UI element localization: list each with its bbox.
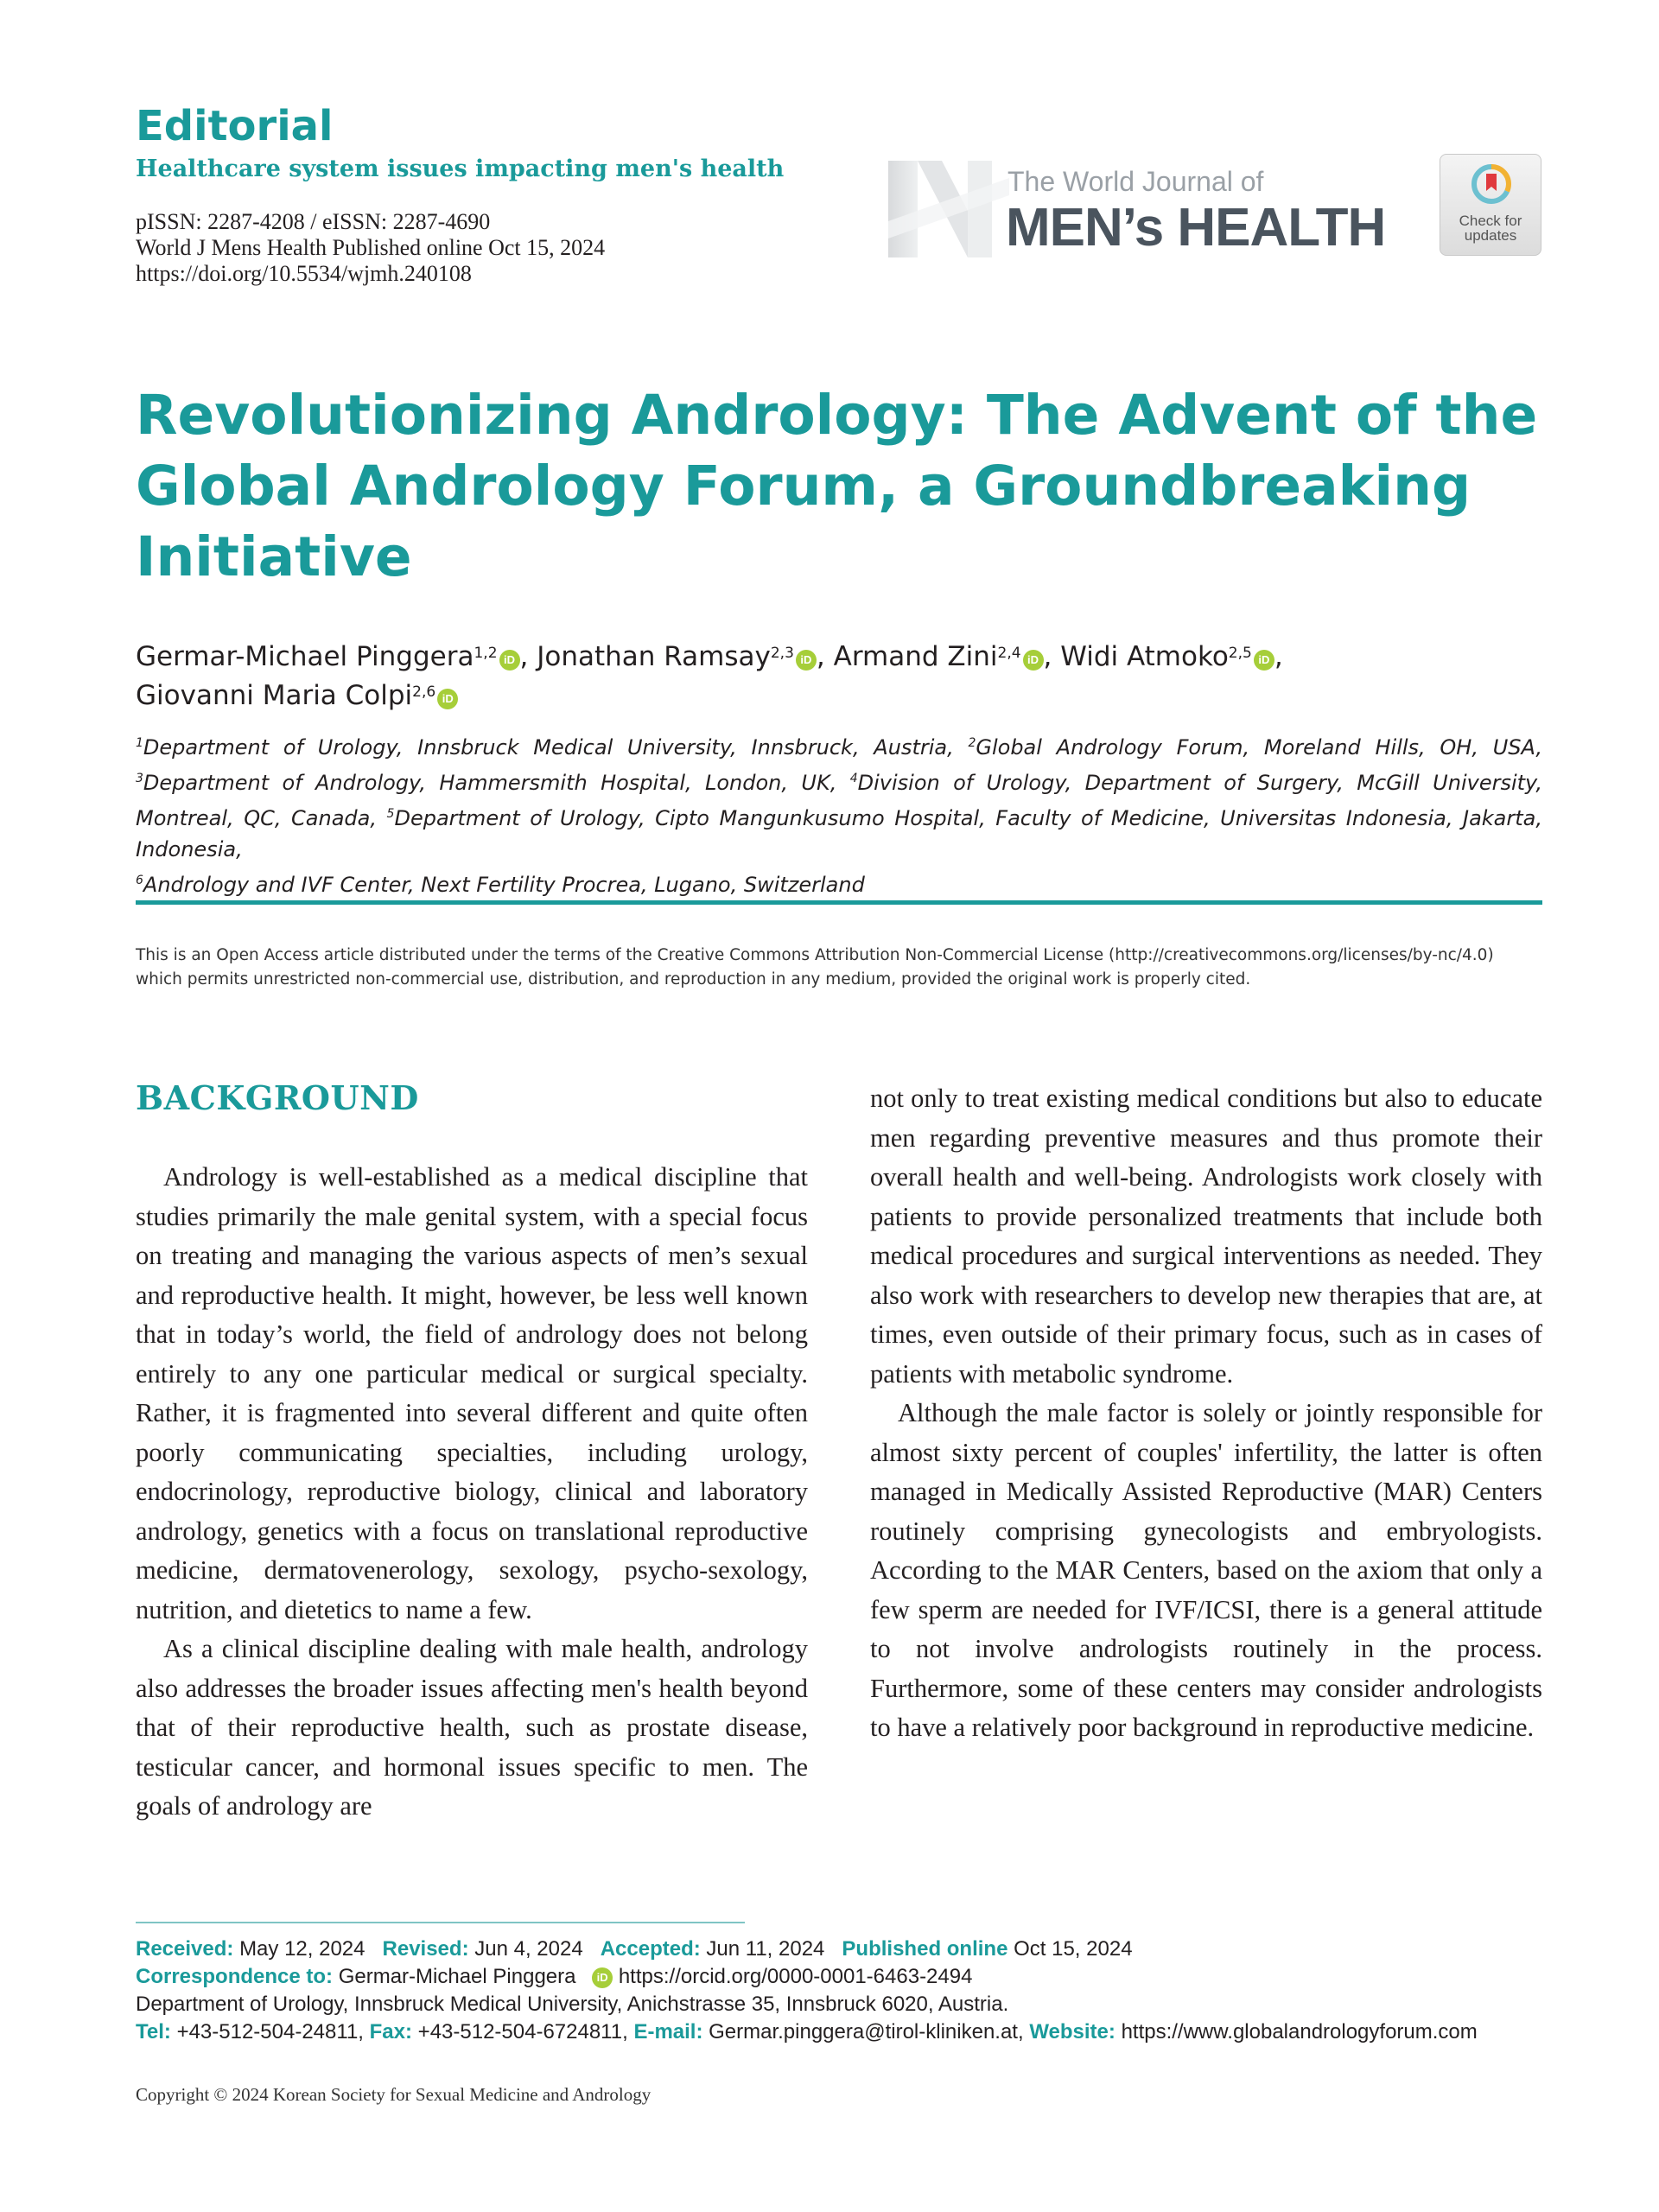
revised-label: Revised: [382, 1937, 469, 1961]
author-name: Armand Zini [833, 641, 998, 672]
body-paragraph: Andrology is well-established as a medical discipline that studies primarily the male genital system, with a special focus on treating and managing the various aspects of men’s sexual and reproductive health. It might, however, be less well known that in today’s world, the field of andrology does not belong entirely to any one particular medical or surgical specialty. Rather, it is fragmented into several different and quite often poorly communicating specialties, including urology, endocrinology, reproductive biology, clinical and laboratory andrology, genetics with a focus on translational reproductive medicine, dermatovenerology, sexology, psycho-sexology, nutrition, and dietetics to name a few. [136, 1162, 808, 1624]
published-date: Oct 15, 2024 [1014, 1937, 1133, 1961]
affiliation-sup: 4 [849, 772, 858, 785]
author-affiliation-sup: 2,3 [770, 645, 794, 662]
dates-line [136, 1936, 1553, 1963]
received-date: May 12, 2024 [239, 1937, 365, 1961]
check-updates-line1: Check for [1459, 213, 1522, 229]
author-name: Giovanni Maria Colpi [136, 680, 413, 711]
affiliation-sup: 5 [386, 807, 395, 821]
received-label: Received: [136, 1937, 234, 1961]
affiliation-text: Department of Urology, Innsbruck Medical University, Innsbruck, Austria, [143, 735, 969, 760]
license-line: This is an Open Access article distributed under the terms of the Creative Commons Attribution Non-Commercial License (http://creativecommons.org/licenses/by-nc/4.0) [136, 946, 1494, 964]
contact-line [136, 2018, 1553, 2046]
correspondence-label: Correspondence to: [136, 1965, 334, 1988]
doi-link[interactable]: https://doi.org/10.5534/wjmh.240108 [136, 261, 472, 286]
orcid-icon[interactable]: iD [592, 1967, 613, 1988]
published-line: World J Mens Health Published online Oct 15, 2024 [136, 235, 606, 260]
author-affiliation-sup: 2,6 [412, 683, 436, 701]
journal-logo [888, 154, 1415, 256]
affiliation-sup: 3 [136, 772, 143, 785]
orcid-link[interactable]: https://orcid.org/0000-0001-6463-2494 [618, 1965, 973, 1988]
author-name: Germar-Michael Pinggera [136, 641, 474, 672]
body-paragraph: As a clinical discipline dealing with male health, andrology also addresses the broader issues affecting men's health beyond that of their reproductive health, such as prostate disease, testicular cancer, and hormonal issues specific to men. The goals of andrology are [136, 1634, 808, 1821]
affiliation-text: Department of Urology, Cipto Mangunkusumo Hospital, Faculty of Medicine, Universitas Indonesia, Jakarta, Indonesia, [136, 806, 1543, 861]
affiliations [136, 728, 1542, 900]
fax-label: Fax: [369, 2020, 412, 2044]
license-line: which permits unrestricted non-commercial use, distribution, and reproduction in any medium, provided the original work is properly cited. [136, 970, 1251, 988]
email-label: E-mail: [633, 2020, 703, 2044]
header-divider [136, 900, 1542, 905]
body-paragraph: not only to treat existing medical conditions but also to educate men regarding preventive measures and thus promote their overall health and well-being. Andrologists work closely with patients to provide personalized treatments that include both medical procedures and surgical interventions as needed. They also work with researchers to develop new therapies that are, at times, even outside of their primary focus, such as in cases of patients with metabolic syndrome. [870, 1084, 1542, 1389]
article-title: Revolutionizing Andrology: The Advent of the Global Andrology Forum, a Groundbreaking Initiative [136, 384, 1538, 588]
check-for-updates-button[interactable] [1440, 154, 1541, 256]
publication-meta [136, 209, 605, 287]
affiliation-text: Global Andrology Forum, Moreland Hills, OH, USA, [976, 735, 1542, 760]
revised-date: Jun 4, 2024 [474, 1937, 583, 1961]
license-notice [136, 944, 1542, 992]
journal-logo-small-text: The World Journal of [1007, 166, 1264, 197]
check-updates-line2: updates [1464, 227, 1517, 244]
journal-logo-big-text: MEN’s HEALTH [1006, 198, 1386, 257]
body-column-right [870, 1079, 1542, 1748]
author-list: Germar-Michael Pinggera$^{1,2}$ iD , Jonathan Ramsay$^{2,3}$ iD , Armand Zini$^{2,4}$ iD , Widi Atmoko$^{2,5}$ iD , Giovanni Maria Colpi$^{2,6}$ iD [136, 641, 1283, 711]
affiliation-sup: 2 [968, 736, 976, 750]
copyright-notice: Copyright © 2024 Korean Society for Sexual Medicine and Andrology [136, 2084, 652, 2105]
orcid-icon[interactable]: iD [1023, 650, 1044, 671]
address-line: Department of Urology, Innsbruck Medical University, Anichstrasse 35, Innsbruck 6020, Austria. [136, 1993, 1009, 2016]
issn-line: pISSN: 2287-4208 / eISSN: 2287-4690 [136, 209, 491, 234]
section-label: Editorial [136, 102, 334, 150]
fax-value: +43-512-504-6724811, [417, 2020, 628, 2044]
email-link[interactable]: Germar.pinggera@tirol-kliniken.at, [709, 2020, 1024, 2044]
tel-label: Tel: [136, 2020, 171, 2044]
author-affiliation-sup: 1,2 [474, 645, 498, 662]
footer-divider [136, 1922, 745, 1923]
affiliation-text: Andrology and IVF Center, Next Fertility Procrea, Lugano, Switzerland [143, 873, 865, 897]
author-affiliation-sup: 2,5 [1228, 645, 1252, 662]
website-link[interactable]: https://www.globalandrologyforum.com [1121, 2020, 1478, 2044]
topic-line: Healthcare system issues impacting men's health [136, 156, 785, 182]
tel-value: +43-512-504-24811, [176, 2020, 364, 2044]
accepted-label: Accepted: [600, 1937, 701, 1961]
published-label: Published online [842, 1937, 1008, 1961]
website-label: Website: [1029, 2020, 1116, 2044]
body-column-left [136, 1158, 808, 1827]
affiliation-sup: 1 [136, 736, 143, 750]
body-paragraph: Although the male factor is solely or jointly responsible for almost sixty percent of couples' infertility, the latter is often managed in Medically Assisted Reproductive (MAR) Centers routinely comprising gynecologists and embryologists. According to the MAR Centers, based on the axiom that only a few sperm are needed for IVF/ICSI, there is a general attitude to not involve andrologists routinely in the process. Furthermore, some of these centers may consider andrologists to have a relatively poor background in reproductive medicine. [870, 1398, 1542, 1742]
orcid-icon[interactable]: iD [437, 689, 458, 709]
accepted-date: Jun 11, 2024 [706, 1937, 825, 1961]
author-name: Jonathan Ramsay [537, 641, 771, 672]
orcid-icon[interactable]: iD [1254, 650, 1274, 671]
affiliation-sup: 6 [136, 874, 143, 887]
correspondence-line [136, 1963, 1553, 1991]
check-updates-icon [1471, 163, 1512, 205]
journal-logo-mark-icon [888, 161, 1009, 257]
section-heading: BACKGROUND [136, 1078, 419, 1117]
orcid-icon[interactable]: iD [499, 650, 520, 671]
author-name: Widi Atmoko [1060, 641, 1229, 672]
orcid-icon[interactable]: iD [796, 650, 817, 671]
author-affiliation-sup: 2,4 [997, 645, 1021, 662]
article-footer [136, 1936, 1553, 2046]
affiliation-text: Department of Andrology, Hammersmith Hospital, London, UK, [143, 771, 850, 795]
correspondence-name: Germar-Michael Pinggera [338, 1965, 576, 1988]
affiliation-text: Division of Urology, Department of Surgery, McGill University, Montreal, QC, Canada, [136, 771, 1543, 830]
